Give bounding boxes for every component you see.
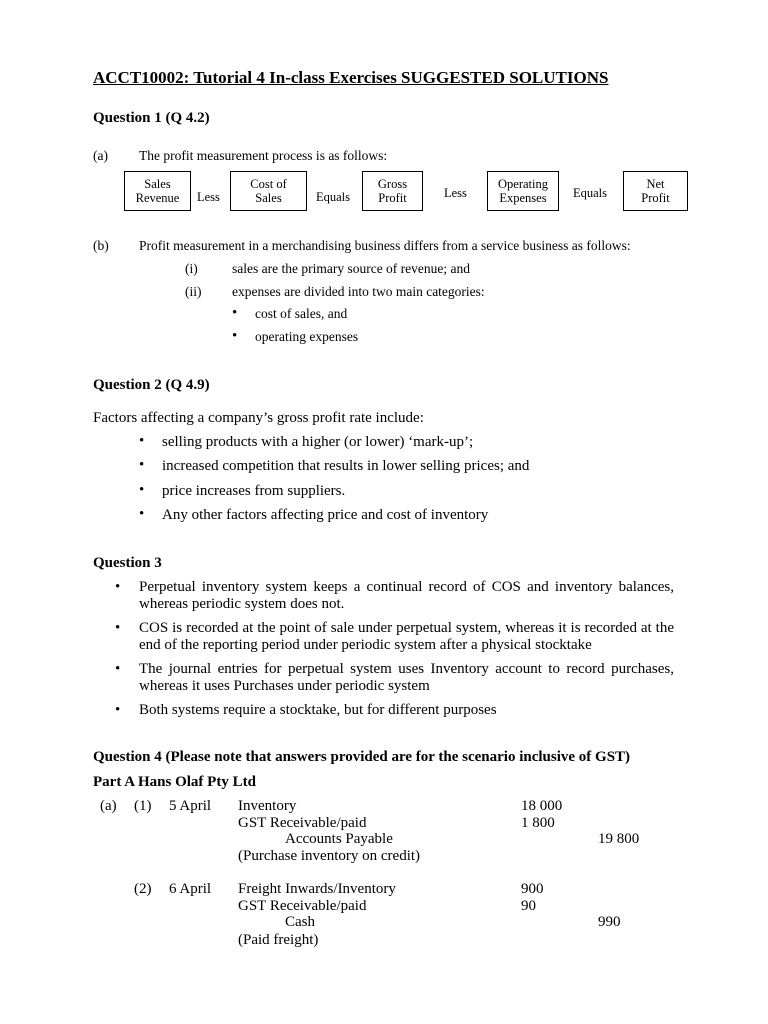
debit-amount: 900 <box>521 881 544 897</box>
net-profit-box: Net Profit <box>623 171 688 211</box>
debit-account: Freight Inwards/Inventory <box>238 881 396 897</box>
q1-b-item-text: sales are the primary source of revenue; and <box>232 261 471 276</box>
entry-narration: (Paid freight) <box>238 932 319 948</box>
credit-account: Cash <box>285 914 315 930</box>
question-4-heading: Question 4 (Please note that answers provided are for the scenario inclusive of GST) <box>93 749 631 765</box>
debit-amount: 1 800 <box>521 815 555 831</box>
page-title: ACCT10002: Tutorial 4 In-class Exercises SUGGESTED SOLUTIONS <box>93 68 609 87</box>
credit-amount: 990 <box>598 914 621 930</box>
operating-expenses-box: Operating Expenses <box>487 171 559 211</box>
part-label: (a) <box>100 798 117 814</box>
q2-intro: Factors affecting a company’s gross profit rate include: <box>93 410 424 426</box>
debit-amount: 18 000 <box>521 798 563 814</box>
equals-label-2: Equals <box>573 186 608 200</box>
q1-b-label: (b) <box>93 238 109 253</box>
gross-profit-box: Gross Profit <box>362 171 423 211</box>
question-3-heading: Question 3 <box>93 555 162 571</box>
less-label-2: Less <box>444 186 467 200</box>
question-1-heading: Question 1 (Q 4.2) <box>93 110 210 126</box>
q2-bullet: • price increases from suppliers. <box>162 483 345 500</box>
equals-label-1: Equals <box>316 190 351 204</box>
less-label-1: Less <box>197 190 220 204</box>
q1-a-text: The profit measurement process is as follows: <box>139 148 388 163</box>
q1-b-item-num: (ii) <box>185 284 202 299</box>
debit-account: GST Receivable/paid <box>238 815 367 831</box>
q3-bullet: • Perpetual inventory system keeps a continual record of COS and inventory balances, whereas periodic system does not. <box>139 579 674 612</box>
question-2-heading: Question 2 (Q 4.9) <box>93 377 210 393</box>
q2-bullet: • selling products with a higher (or lower) ‘mark-up’; <box>162 434 473 451</box>
debit-account: Inventory <box>238 798 297 814</box>
part-a-heading: Part A Hans Olaf Pty Ltd <box>93 774 256 790</box>
q2-bullet: • Any other factors affecting price and cost of inventory <box>162 507 488 524</box>
q1-b-bullet: • cost of sales, and <box>255 306 347 322</box>
sales-revenue-box: Sales Revenue <box>124 171 191 211</box>
debit-account: GST Receivable/paid <box>238 898 367 914</box>
cost-of-sales-box: Cost of Sales <box>230 171 307 211</box>
q3-bullet: • COS is recorded at the point of sale under perpetual system, whereas it is recorded at the end of the reporting period under periodic system after a physical stocktake <box>139 620 674 653</box>
entry-narration: (Purchase inventory on credit) <box>238 848 421 864</box>
q2-bullet: • increased competition that results in lower selling prices; and <box>162 458 529 475</box>
debit-amount: 90 <box>521 898 536 914</box>
credit-account: Accounts Payable <box>285 831 393 847</box>
q1-a-label: (a) <box>93 148 108 163</box>
credit-amount: 19 800 <box>598 831 640 847</box>
entry-number: (1) <box>134 798 152 814</box>
q3-bullet: • Both systems require a stocktake, but for different purposes <box>139 702 674 719</box>
q1-b-item-num: (i) <box>185 261 198 276</box>
entry-date: 6 April <box>169 881 212 897</box>
q1-b-item-text: expenses are divided into two main categories: <box>232 284 485 299</box>
q3-bullet: • The journal entries for perpetual system uses Inventory account to record purchases, whereas it uses Purchases under periodic system <box>139 661 674 694</box>
q1-b-text: Profit measurement in a merchandising business differs from a service business as follows: <box>139 238 631 253</box>
entry-number: (2) <box>134 881 152 897</box>
q1-b-bullet: • operating expenses <box>255 329 358 345</box>
entry-date: 5 April <box>169 798 212 814</box>
